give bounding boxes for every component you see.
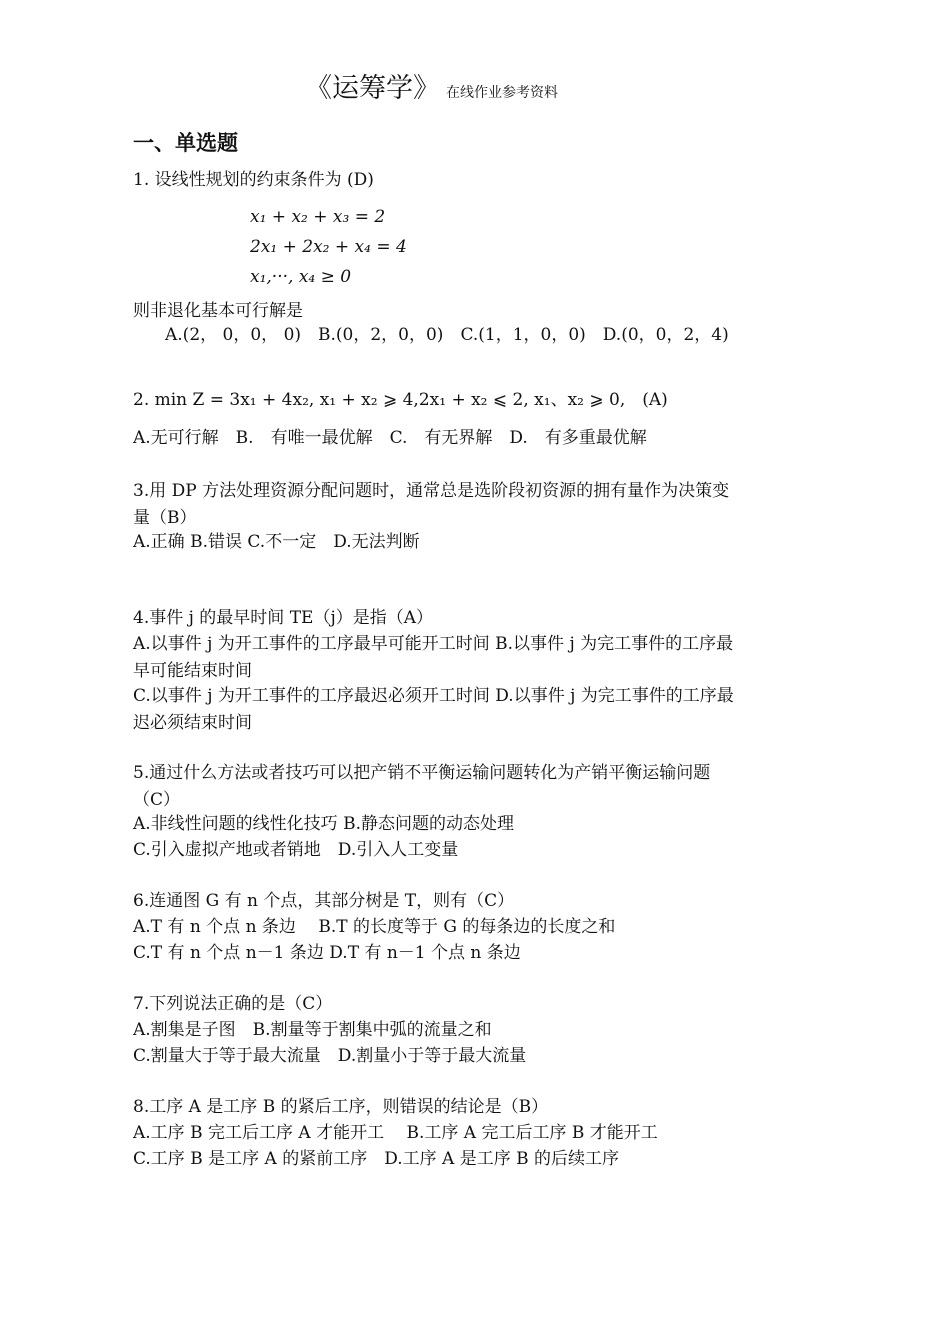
q4-option-line-4: 迟必须结束时间 xyxy=(133,713,252,733)
q2-stem: 2. min Z = 3x₁ + 4x₂, x₁ + x₂ ⩾ 4,2x₁ + x₂ ⩽ 2, x₁、x₂ ⩾ 0, (A) xyxy=(133,390,668,410)
document-title xyxy=(305,66,558,105)
q1-formula-1: x₁ + x₂ + x₃ = 2 xyxy=(250,207,386,227)
q3-options: A.正确 B.错误 C.不一定 D.无法判断 xyxy=(133,532,420,552)
q2-options: A.无可行解 B. 有唯一最优解 C. 有无界解 D. 有多重最优解 xyxy=(133,428,647,448)
q1-formula-2: 2x₁ + 2x₂ + x₄ = 4 xyxy=(250,237,407,257)
q7-option-line-1: A.割集是子图 B.割量等于割集中弧的流量之和 xyxy=(133,1020,492,1040)
q4-option-line-3: C.以事件 j 为开工事件的工序最迟必须开工时间 D.以事件 j 为完工事件的工序最 xyxy=(133,686,734,706)
q5-stem-line-1: 5.通过什么方法或者技巧可以把产销不平衡运输问题转化为产销平衡运输问题 xyxy=(133,763,711,783)
q5-option-line-2: C.引入虚拟产地或者销地 D.引入人工变量 xyxy=(133,840,459,860)
section-heading: 一、单选题 xyxy=(133,130,238,155)
title-sub: 在线作业参考资料 xyxy=(446,85,558,101)
q7-option-line-2: C.割量大于等于最大流量 D.割量小于等于最大流量 xyxy=(133,1046,527,1066)
q4-option-line-2: 早可能结束时间 xyxy=(133,661,252,681)
q1-options: A.(2， 0，0， 0) B.(0，2，0，0) C.(1，1，0，0) D.(0，0，2，4) xyxy=(165,325,729,345)
q6-option-line-1: A.T 有 n 个点 n 条边 B.T 的长度等于 G 的每条边的长度之和 xyxy=(133,917,616,937)
q8-option-line-1: A.工序 B 完工后工序 A 才能开工 B.工序 A 完工后工序 B 才能开工 xyxy=(133,1123,658,1143)
q5-stem-line-2: （C） xyxy=(133,790,181,810)
q6-option-line-2: C.T 有 n 个点 n－1 条边 D.T 有 n－1 个点 n 条边 xyxy=(133,943,521,963)
q1-stem: 1. 设线性规划的约束条件为 (D) xyxy=(133,170,374,190)
q8-stem: 8.工序 A 是工序 B 的紧后工序，则错误的结论是（B） xyxy=(133,1097,549,1117)
q3-stem-line-1: 3.用 DP 方法处理资源分配问题时，通常总是选阶段初资源的拥有量作为决策变 xyxy=(133,481,730,501)
q4-option-line-1: A.以事件 j 为开工事件的工序最早可能开工时间 B.以事件 j 为完工事件的工序最 xyxy=(133,634,734,654)
q8-option-line-2: C.工序 B 是工序 A 的紧前工序 D.工序 A 是工序 B 的后续工序 xyxy=(133,1149,620,1169)
q1-lead: 则非退化基本可行解是 xyxy=(133,301,303,321)
q7-stem: 7.下列说法正确的是（C） xyxy=(133,994,333,1014)
q5-option-line-1: A.非线性问题的线性化技巧 B.静态问题的动态处理 xyxy=(133,814,514,834)
q3-stem-line-2: 量（B） xyxy=(133,508,197,528)
q4-stem: 4.事件 j 的最早时间 TE（j）是指（A） xyxy=(133,608,433,628)
q1-formula-3: x₁,···, x₄ ≥ 0 xyxy=(250,267,352,287)
q6-stem: 6.连通图 G 有 n 个点，其部分树是 T，则有（C） xyxy=(133,891,515,911)
title-main: 《运筹学》 xyxy=(305,73,440,104)
